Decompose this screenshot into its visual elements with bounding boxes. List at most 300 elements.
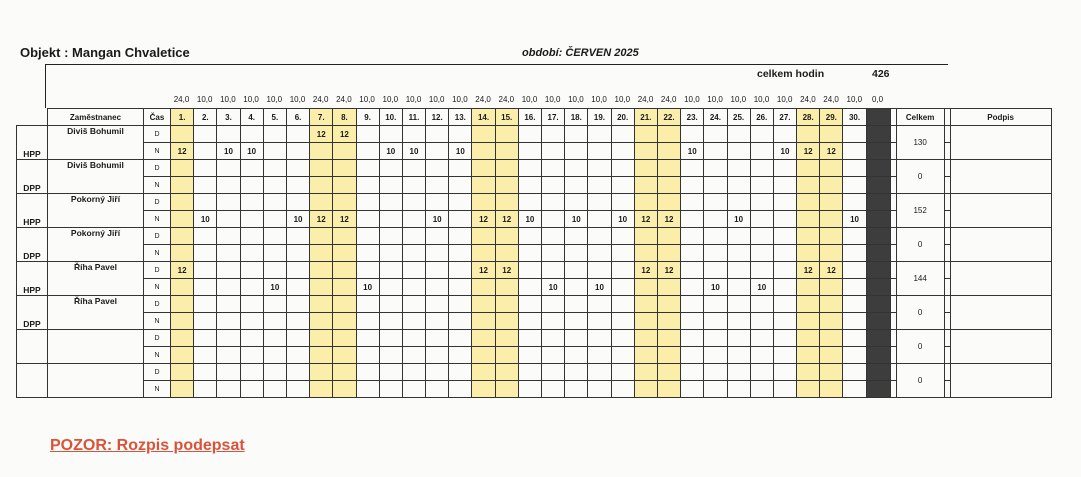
hours-cell [263, 381, 286, 398]
employee-total: 0 [896, 160, 944, 194]
signature-cell [950, 262, 1051, 296]
hours-cell [773, 330, 796, 347]
daily-hours-12: 10,0 [428, 95, 445, 104]
hours-cell [194, 330, 217, 347]
hours-cell [356, 245, 379, 262]
hours-cell [449, 313, 472, 330]
hours-cell [310, 143, 333, 160]
hours-cell: 12 [657, 211, 680, 228]
hours-cell [820, 381, 843, 398]
hours-cell [217, 262, 240, 279]
hours-cell [402, 126, 425, 143]
hours-cell [286, 364, 309, 381]
shift-label: D [144, 126, 171, 143]
employee-name: Říha Pavel [48, 262, 144, 296]
header-day-29: 29. [820, 109, 843, 126]
hours-cell: 12 [495, 211, 518, 228]
daily-hours-22: 24,0 [660, 95, 677, 104]
hours-cell: 10 [402, 143, 425, 160]
hours-cell [240, 279, 263, 296]
hours-cell [634, 364, 657, 381]
hours-cell [194, 245, 217, 262]
hours-cell [217, 381, 240, 398]
employee-name: Pokorný Jiří [48, 228, 144, 262]
hours-cell [565, 126, 588, 143]
hours-cell [657, 228, 680, 245]
header-day-15: 15. [495, 109, 518, 126]
table-row [17, 279, 1052, 296]
hours-cell [542, 160, 565, 177]
hours-cell: 12 [333, 211, 356, 228]
hours-cell [750, 177, 773, 194]
hours-cell [426, 228, 449, 245]
daily-hours-10: 10,0 [382, 95, 399, 104]
hours-cell [286, 330, 309, 347]
hours-cell [240, 296, 263, 313]
hours-cell [379, 211, 402, 228]
hours-cell [588, 211, 611, 228]
hours-cell [240, 313, 263, 330]
signature-cell [950, 194, 1051, 228]
hours-cell [750, 262, 773, 279]
dark-cell [866, 245, 890, 262]
hours-cell [634, 296, 657, 313]
hours-cell [773, 347, 796, 364]
table-row [17, 160, 1052, 177]
table-row [17, 126, 1052, 143]
hours-cell [426, 296, 449, 313]
header-day-9: 9. [356, 109, 379, 126]
shift-label: N [144, 177, 171, 194]
employee-name: Diviš Bohumil [48, 160, 144, 194]
dark-cell [866, 330, 890, 347]
hours-cell [240, 347, 263, 364]
hours-cell [171, 364, 194, 381]
hours-cell [217, 211, 240, 228]
hours-cell [333, 330, 356, 347]
hours-cell [356, 177, 379, 194]
hours-cell [217, 245, 240, 262]
dark-cell [866, 364, 890, 381]
hours-cell [750, 228, 773, 245]
hours-cell [449, 364, 472, 381]
hours-cell [356, 330, 379, 347]
hours-cell [171, 211, 194, 228]
hours-cell: 10 [426, 211, 449, 228]
hours-cell [611, 194, 634, 211]
header-day-24: 24. [704, 109, 727, 126]
hours-cell [843, 330, 866, 347]
employee-total: 144 [896, 262, 944, 296]
hours-cell [634, 228, 657, 245]
hours-cell [588, 330, 611, 347]
hours-cell [379, 279, 402, 296]
gap-cell [890, 381, 896, 398]
dark-cell [866, 381, 890, 398]
table-row [17, 245, 1052, 262]
hours-cell: 12 [820, 262, 843, 279]
hours-cell: 12 [310, 211, 333, 228]
hours-cell [750, 347, 773, 364]
hours-cell [727, 279, 750, 296]
hours-cell [681, 364, 704, 381]
hours-cell: 10 [518, 211, 541, 228]
hours-cell [797, 296, 820, 313]
shift-label: D [144, 262, 171, 279]
hours-cell [657, 143, 680, 160]
hours-cell [286, 160, 309, 177]
hours-cell [402, 296, 425, 313]
hours-cell [657, 381, 680, 398]
gap-cell [944, 245, 950, 262]
hours-cell [426, 245, 449, 262]
daily-hours-2: 10,0 [196, 95, 213, 104]
hours-cell [449, 262, 472, 279]
hours-cell [773, 262, 796, 279]
gap-cell [944, 381, 950, 398]
hours-cell [611, 262, 634, 279]
daily-hours-29: 24,0 [823, 95, 839, 104]
hours-cell [286, 381, 309, 398]
header-day-22: 22. [657, 109, 680, 126]
hours-cell [310, 296, 333, 313]
hours-cell [310, 262, 333, 279]
hours-cell [472, 228, 495, 245]
hours-cell [565, 160, 588, 177]
hours-cell [194, 296, 217, 313]
hours-cell [449, 126, 472, 143]
hours-cell [727, 330, 750, 347]
hours-cell [263, 211, 286, 228]
hours-cell [611, 381, 634, 398]
hours-cell [820, 313, 843, 330]
hours-cell [727, 126, 750, 143]
hours-cell [588, 160, 611, 177]
dark-cell [866, 126, 890, 143]
hours-cell [495, 228, 518, 245]
dark-cell [866, 296, 890, 313]
hours-cell [704, 160, 727, 177]
header-day-30: 30. [843, 109, 866, 126]
hours-cell [797, 347, 820, 364]
hours-cell [727, 364, 750, 381]
hours-cell [657, 330, 680, 347]
hours-cell: 10 [750, 279, 773, 296]
header-total: Celkem [896, 109, 944, 126]
hours-cell [217, 347, 240, 364]
hours-cell [263, 330, 286, 347]
hours-cell: 12 [797, 262, 820, 279]
hours-cell [356, 262, 379, 279]
header-day-12: 12. [426, 109, 449, 126]
daily-hours-16: 10,0 [521, 95, 538, 104]
hours-cell [495, 177, 518, 194]
hours-cell [843, 381, 866, 398]
hours-cell [240, 211, 263, 228]
hours-cell [773, 160, 796, 177]
header-day-1: 1. [171, 109, 194, 126]
hours-cell [820, 211, 843, 228]
hours-cell [356, 296, 379, 313]
hours-cell [356, 347, 379, 364]
hours-cell [518, 262, 541, 279]
header-employee: Zaměstnanec [48, 109, 144, 126]
hours-cell [797, 228, 820, 245]
hours-cell [263, 347, 286, 364]
hours-cell [634, 245, 657, 262]
hours-cell [704, 262, 727, 279]
header-day-26: 26. [750, 109, 773, 126]
signature-cell [950, 126, 1051, 160]
hours-cell [217, 160, 240, 177]
hours-cell [240, 177, 263, 194]
hours-cell [657, 160, 680, 177]
hours-cell: 12 [495, 262, 518, 279]
hours-cell [681, 347, 704, 364]
hours-cell: 12 [171, 143, 194, 160]
hours-cell: 12 [333, 126, 356, 143]
hours-cell [843, 364, 866, 381]
hours-cell [379, 262, 402, 279]
hours-cell [634, 177, 657, 194]
hours-cell [542, 245, 565, 262]
hours-cell [495, 347, 518, 364]
hours-cell [518, 194, 541, 211]
hours-cell [797, 160, 820, 177]
hours-cell [240, 245, 263, 262]
hours-cell [356, 160, 379, 177]
hours-cell [495, 279, 518, 296]
contract-type: HPP [17, 194, 48, 228]
hours-cell [379, 228, 402, 245]
hours-cell [286, 296, 309, 313]
header-time: Čas [144, 109, 171, 126]
hours-cell [240, 364, 263, 381]
hours-cell [379, 177, 402, 194]
hours-cell: 10 [194, 211, 217, 228]
hours-cell: 12 [634, 262, 657, 279]
hours-cell [286, 126, 309, 143]
hours-cell [171, 228, 194, 245]
hours-cell [472, 177, 495, 194]
employee-total: 152 [896, 194, 944, 228]
hours-cell [634, 347, 657, 364]
daily-hours-4: 10,0 [243, 95, 259, 104]
hours-cell [588, 364, 611, 381]
hours-cell: 10 [263, 279, 286, 296]
hours-cell [240, 228, 263, 245]
hours-cell [565, 262, 588, 279]
hours-cell [240, 262, 263, 279]
hours-cell [843, 228, 866, 245]
hours-cell [611, 160, 634, 177]
hours-cell [379, 330, 402, 347]
hours-cell [356, 126, 379, 143]
hours-cell [171, 330, 194, 347]
hours-cell [472, 330, 495, 347]
hours-cell [797, 177, 820, 194]
table-row [17, 228, 1052, 245]
hours-cell [588, 143, 611, 160]
hours-cell [542, 347, 565, 364]
hours-cell [449, 211, 472, 228]
hours-cell [634, 194, 657, 211]
hours-cell [426, 160, 449, 177]
hours-cell [333, 177, 356, 194]
hours-cell [356, 143, 379, 160]
hours-cell [681, 296, 704, 313]
hours-cell [843, 347, 866, 364]
hours-cell: 12 [634, 211, 657, 228]
hours-cell [704, 194, 727, 211]
header-day-7: 7. [310, 109, 333, 126]
hours-cell [426, 364, 449, 381]
hours-cell [194, 347, 217, 364]
daily-hours-6: 10,0 [289, 95, 306, 104]
hours-cell [402, 160, 425, 177]
employee-total: 0 [896, 228, 944, 262]
header-day-3: 3. [217, 109, 240, 126]
hours-cell [472, 279, 495, 296]
hours-cell [426, 177, 449, 194]
hours-cell [379, 194, 402, 211]
hours-cell [518, 279, 541, 296]
hours-cell [843, 126, 866, 143]
daily-hours-9: 10,0 [359, 95, 375, 104]
hours-cell [727, 194, 750, 211]
hours-cell [773, 126, 796, 143]
hours-cell [542, 364, 565, 381]
hours-cell [704, 228, 727, 245]
daily-hours-27: 10,0 [776, 95, 793, 104]
daily-hours-3: 10,0 [220, 95, 236, 104]
hours-cell [797, 381, 820, 398]
hours-cell: 10 [588, 279, 611, 296]
hours-cell [634, 279, 657, 296]
hours-cell [240, 381, 263, 398]
hours-cell [333, 160, 356, 177]
hours-cell: 10 [681, 143, 704, 160]
hours-cell [356, 313, 379, 330]
signature-cell [950, 364, 1051, 398]
hours-cell [681, 177, 704, 194]
hours-cell [240, 126, 263, 143]
hours-cell [611, 228, 634, 245]
hours-cell [426, 279, 449, 296]
header-day-5: 5. [263, 109, 286, 126]
hours-cell [611, 177, 634, 194]
gap-cell [944, 211, 950, 228]
hours-cell [402, 228, 425, 245]
hours-cell [310, 364, 333, 381]
hours-cell [286, 143, 309, 160]
hours-cell [171, 177, 194, 194]
hours-cell [240, 194, 263, 211]
daily-hours-25: 10,0 [730, 95, 747, 104]
daily-hours-19: 10,0 [591, 95, 607, 104]
hours-cell [449, 296, 472, 313]
hours-cell [820, 194, 843, 211]
gap-cell [890, 313, 896, 330]
hours-cell [565, 143, 588, 160]
hours-cell: 10 [240, 143, 263, 160]
hours-cell [379, 313, 402, 330]
hours-cell [542, 126, 565, 143]
hours-cell: 10 [773, 143, 796, 160]
shift-label: D [144, 330, 171, 347]
hours-cell [333, 381, 356, 398]
hours-cell [518, 160, 541, 177]
hours-cell [472, 126, 495, 143]
gap-cell [890, 279, 896, 296]
gap-cell [944, 347, 950, 364]
hours-cell [310, 228, 333, 245]
header-day-8: 8. [333, 109, 356, 126]
hours-cell [820, 347, 843, 364]
shift-label: D [144, 228, 171, 245]
gap-cell [890, 211, 896, 228]
contract-type [17, 364, 48, 398]
hours-cell [843, 262, 866, 279]
hours-cell [379, 347, 402, 364]
header-day-25: 25. [727, 109, 750, 126]
header-day-14: 14. [472, 109, 495, 126]
hours-cell [310, 330, 333, 347]
hours-cell [634, 160, 657, 177]
hours-cell [171, 313, 194, 330]
header-day-27: 27. [773, 109, 796, 126]
hours-cell [426, 330, 449, 347]
hours-cell [240, 330, 263, 347]
hours-cell [495, 194, 518, 211]
hours-cell [495, 160, 518, 177]
employee-name [48, 330, 144, 364]
hours-cell [704, 347, 727, 364]
hours-cell [333, 262, 356, 279]
hours-cell [217, 313, 240, 330]
hours-cell [472, 194, 495, 211]
daily-hours-26: 10,0 [753, 95, 770, 104]
hours-cell [727, 160, 750, 177]
daily-hours-15: 24,0 [498, 95, 515, 104]
hours-cell [588, 347, 611, 364]
hours-cell [310, 279, 333, 296]
hours-cell [263, 364, 286, 381]
hours-cell [611, 245, 634, 262]
hours-cell [472, 160, 495, 177]
hours-cell [681, 160, 704, 177]
hours-cell [704, 245, 727, 262]
dark-cell [866, 194, 890, 211]
hours-cell [750, 364, 773, 381]
header-blank [17, 109, 48, 126]
hours-cell [797, 194, 820, 211]
hours-cell [542, 143, 565, 160]
header-day-11: 11. [402, 109, 425, 126]
hours-cell [263, 143, 286, 160]
daily-hours-20: 10,0 [614, 95, 631, 104]
hours-cell [310, 194, 333, 211]
shift-label: D [144, 296, 171, 313]
hours-cell [217, 330, 240, 347]
contract-type: DPP [17, 296, 48, 330]
hours-cell [750, 381, 773, 398]
hours-cell [402, 194, 425, 211]
hours-cell [449, 279, 472, 296]
table-row [17, 313, 1052, 330]
hours-cell [750, 211, 773, 228]
hours-cell [588, 262, 611, 279]
